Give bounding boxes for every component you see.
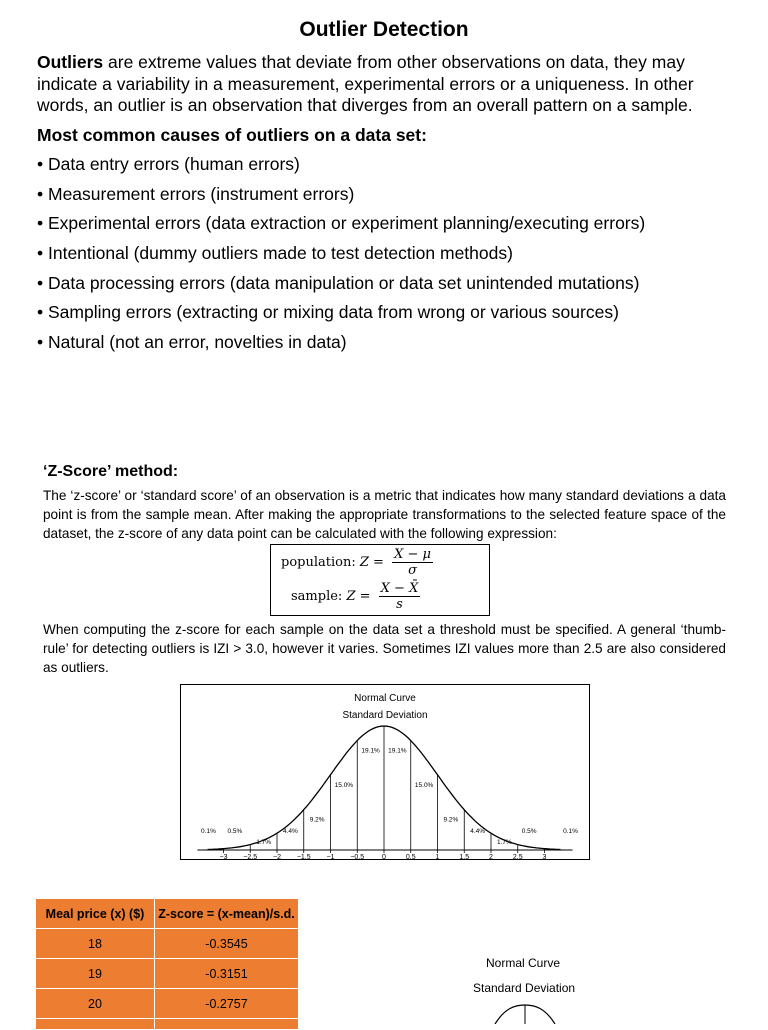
formula-sample-numerator: X − X̄: [380, 581, 419, 596]
cause-item: • Sampling errors (extracting or mixing data from wrong or various sources): [37, 302, 619, 323]
x-tick-label: −1: [326, 854, 335, 859]
x-tick-label: 3: [542, 854, 547, 859]
page-title: Outlier Detection: [299, 18, 469, 41]
x-tick-label: 2: [489, 854, 493, 859]
cause-item: • Natural (not an error, novelties in data): [37, 332, 347, 353]
band-label: 0.5%: [227, 828, 243, 835]
band-label: 1.7%: [256, 839, 272, 846]
formula-population: [281, 547, 499, 578]
table-row: [36, 1019, 299, 1030]
cause-item: • Experimental errors (data extraction or experiment planning/executing errors): [37, 213, 646, 234]
figure2-curve: [490, 1000, 560, 1024]
band-label: 1.7%: [496, 839, 512, 846]
table-header-row: [36, 899, 299, 929]
table-cell: 18: [36, 929, 155, 959]
cause-item: • Data processing errors (data manipulation or data set unintended mutations): [37, 272, 640, 293]
table-cell: -0.3545: [155, 929, 299, 959]
table-row: [36, 959, 299, 989]
zscore-paragraph-1: The ‘z-score’ or ‘standard score’ of an observation is a metric that indicates how many standard deviations a data point is from the sample mean. After making the appropriate transformations to the selected feature space of the dataset, the z-score of any data point can be calculated with the following expression:: [43, 488, 726, 541]
cause-item: • Measurement errors (instrument errors): [37, 183, 355, 204]
band-label: 0.5%: [521, 828, 537, 835]
x-tick-label: −2.5: [243, 854, 258, 859]
table-cell: [155, 1019, 299, 1030]
table-header: Meal price (x) ($): [36, 899, 155, 929]
intro-term: Outliers: [37, 52, 104, 72]
figure2-subtitle: Standard Deviation: [473, 981, 576, 995]
table-cell: -0.2757: [155, 989, 299, 1019]
table-header: Z-score = (x-mean)/s.d.: [155, 899, 299, 929]
intro-paragraph: [37, 52, 737, 117]
formula-sample: [291, 581, 509, 612]
band-label: 19.1%: [388, 747, 407, 755]
table-row: [36, 989, 299, 1019]
table-row: [36, 929, 299, 959]
band-label: 9.2%: [443, 816, 459, 824]
band-label: 0.1%: [563, 828, 578, 835]
table-cell: 20: [36, 989, 155, 1019]
x-tick-label: 0: [382, 854, 386, 859]
zscore-formula-box: [270, 544, 490, 616]
formula-sample-label: sample:: [291, 589, 343, 604]
formula-population-label: population:: [281, 555, 356, 570]
formula-population-numerator: X − μ: [394, 547, 431, 562]
band-label: 9.2%: [309, 816, 325, 824]
zscore-paragraph-2: When computing the z-score for each sample on the data set a threshold must be specified. A general ‘thumb-rule’ for detecting outliers is IZI > 3.0, however it varies. Sometimes IZI values more than 2.5 are also considered as outliers.: [43, 622, 726, 675]
meal-price-table: [35, 898, 299, 1030]
normal-curve-chart: [181, 685, 589, 859]
x-tick-label: 0.5: [405, 854, 416, 859]
table-cell: -0.3151: [155, 959, 299, 989]
normal-curve-figure: [180, 684, 590, 860]
chart-title: Normal Curve: [354, 693, 416, 704]
figure2-title: Normal Curve: [486, 956, 561, 970]
intro-text: are extreme values that deviate from other observations on data, they may indicate a variability in a measurement, experimental errors or a uniqueness. In other words, an outlier is an observation that diverges from an overall pattern on a sample.: [37, 52, 694, 115]
formula-sample-denominator: s: [396, 597, 403, 612]
band-label: 19.1%: [361, 747, 380, 755]
zscore-title: ‘Z-Score’ method:: [43, 463, 179, 480]
chart-subtitle: Standard Deviation: [342, 710, 428, 721]
causes-title: Most common causes of outliers on a data set:: [37, 125, 427, 145]
formula-population-denominator: σ: [408, 563, 417, 578]
cause-item: • Data entry errors (human errors): [37, 154, 300, 174]
formula-population-lhs: Z =: [359, 555, 384, 570]
table-cell: [36, 1019, 155, 1030]
formula-sample-lhs: Z =: [346, 589, 371, 604]
x-tick-label: 2.5: [512, 854, 523, 859]
band-label: 4.4%: [470, 828, 486, 835]
band-label: 4.4%: [282, 828, 298, 835]
cause-item: • Intentional (dummy outliers made to test detection methods): [37, 243, 513, 264]
x-tick-label: 1: [435, 854, 440, 859]
x-tick-label: −1.5: [296, 854, 311, 859]
band-label: 15.0%: [334, 781, 354, 789]
x-tick-label: −3: [219, 854, 228, 859]
band-label: 0.1%: [201, 828, 216, 835]
band-label: 15.0%: [414, 781, 434, 789]
causes-list: [37, 152, 747, 360]
x-tick-label: −0.5: [350, 854, 365, 859]
x-tick-label: 1.5: [459, 854, 470, 859]
table-cell: 19: [36, 959, 155, 989]
x-tick-label: −2: [273, 854, 281, 859]
